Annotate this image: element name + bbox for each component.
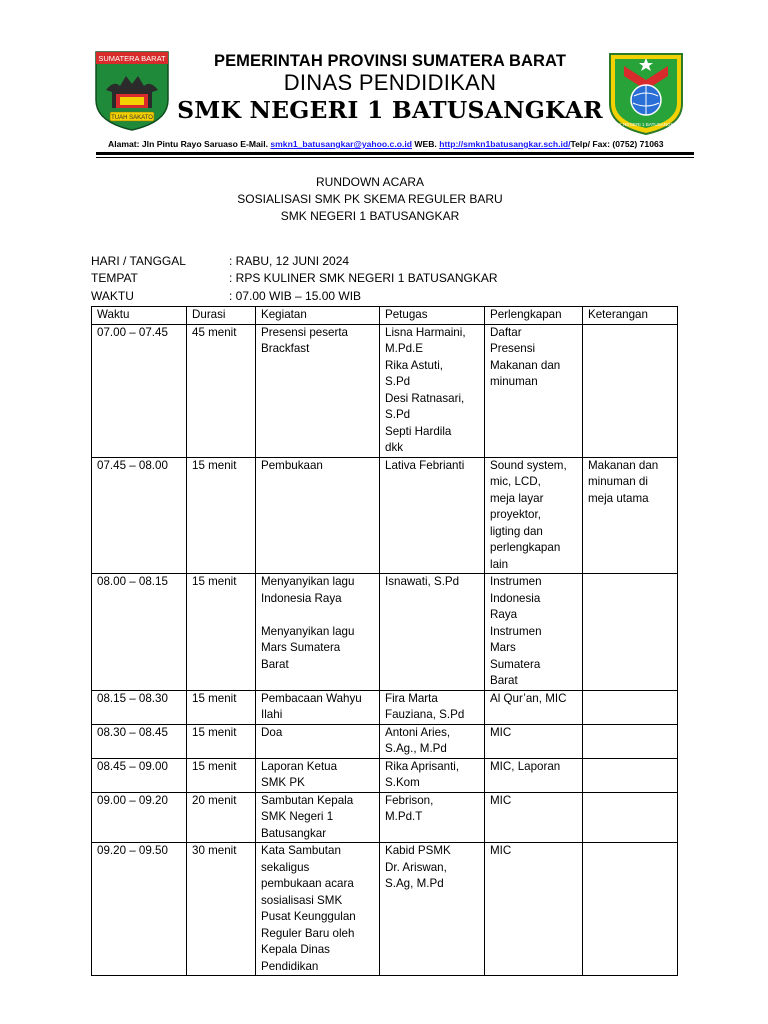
cell-perlengkapan: Daftar Presensi Makanan dan minuman	[485, 324, 583, 457]
cell-petugas: Rika Aprisanti, S.Kom	[380, 758, 485, 792]
table-row	[92, 792, 678, 843]
cell-waktu: 08.00 – 08.15	[92, 574, 187, 691]
table-row	[92, 324, 678, 457]
header-waktu: Waktu	[92, 307, 187, 325]
smk-school-emblem-icon	[606, 50, 686, 136]
cell-keterangan	[583, 724, 678, 758]
table-header-row	[92, 307, 678, 325]
rundown-table	[91, 306, 678, 976]
cell-kegiatan: Laporan Ketua SMK PK	[256, 758, 380, 792]
cell-waktu: 07.00 – 07.45	[92, 324, 187, 457]
cell-petugas: Antoni Aries, S.Ag., M.Pd	[380, 724, 485, 758]
table-row	[92, 574, 678, 691]
web-label: WEB.	[412, 139, 440, 149]
cell-durasi: 30 menit	[187, 843, 256, 976]
cell-durasi: 15 menit	[187, 457, 256, 574]
letterhead-address	[108, 139, 668, 149]
table-row	[92, 457, 678, 574]
day-date-value: : RABU, 12 JUNI 2024	[229, 254, 350, 268]
cell-petugas: Febrison, M.Pd.T	[380, 792, 485, 843]
sumatera-barat-crest-icon	[92, 50, 172, 132]
place-label: TEMPAT	[91, 271, 138, 285]
cell-kegiatan: Presensi peserta Brackfast	[256, 324, 380, 457]
cell-waktu: 09.00 – 09.20	[92, 792, 187, 843]
cell-waktu: 07.45 – 08.00	[92, 457, 187, 574]
day-date-label: HARI / TANGGAL	[91, 254, 186, 268]
emblem-ring-text: SMK NEGERI 1 BATUSANGKAR	[611, 122, 681, 127]
cell-petugas: Isnawati, S.Pd	[380, 574, 485, 691]
cell-waktu: 09.20 – 09.50	[92, 843, 187, 976]
cell-kegiatan: Doa	[256, 724, 380, 758]
time-value: : 07.00 WIB – 15.00 WIB	[229, 289, 362, 303]
cell-perlengkapan: MIC, Laporan	[485, 758, 583, 792]
header-perlengkapan: Perlengkapan	[485, 307, 583, 325]
crest-top-text: SUMATERA BARAT	[98, 54, 166, 63]
table-row	[92, 758, 678, 792]
cell-perlengkapan: Instrumen Indonesia Raya Instrumen Mars Sumatera Barat	[485, 574, 583, 691]
cell-perlengkapan: MIC	[485, 843, 583, 976]
table-row	[92, 724, 678, 758]
cell-perlengkapan: MIC	[485, 724, 583, 758]
table-row	[92, 690, 678, 724]
cell-keterangan	[583, 324, 678, 457]
cell-waktu: 08.45 – 09.00	[92, 758, 187, 792]
header-kegiatan: Kegiatan	[256, 307, 380, 325]
cell-perlengkapan: MIC	[485, 792, 583, 843]
cell-keterangan	[583, 690, 678, 724]
cell-petugas: Kabid PSMK Dr. Ariswan, S.Ag, M.Pd	[380, 843, 485, 976]
cell-kegiatan: Pembukaan	[256, 457, 380, 574]
letterhead-divider-thin	[96, 157, 694, 158]
table-row	[92, 843, 678, 976]
cell-durasi: 15 menit	[187, 574, 256, 691]
crest-bottom-text: TUAH SAKATO	[111, 115, 153, 121]
cell-keterangan	[583, 574, 678, 691]
cell-waktu: 08.15 – 08.30	[92, 690, 187, 724]
header-durasi: Durasi	[187, 307, 256, 325]
cell-keterangan	[583, 792, 678, 843]
letterhead-government: PEMERINTAH PROVINSI SUMATERA BARAT	[213, 52, 567, 70]
email-link[interactable]: smkn1_batusangkar@yahoo.c.o.id	[270, 139, 412, 149]
document-organizer: SMK NEGERI 1 BATUSANGKAR	[280, 209, 460, 223]
cell-perlengkapan: Al Qur’an, MIC	[485, 690, 583, 724]
address-text: Alamat: Jln Pintu Rayo Saruaso E-Mail.	[108, 139, 271, 149]
website-link[interactable]: http://smkn1batusangkar.sch.id/	[439, 139, 571, 149]
cell-kegiatan: Menyanyikan lagu Indonesia Raya Menyanyikan lagu Mars Sumatera Barat	[256, 574, 380, 691]
cell-durasi: 15 menit	[187, 724, 256, 758]
cell-durasi: 45 menit	[187, 324, 256, 457]
cell-petugas: Lativa Febrianti	[380, 457, 485, 574]
cell-waktu: 08.30 – 08.45	[92, 724, 187, 758]
cell-petugas: Fira Marta Fauziana, S.Pd	[380, 690, 485, 724]
document-title: RUNDOWN ACARA	[315, 175, 424, 189]
place-value: : RPS KULINER SMK NEGERI 1 BATUSANGKAR	[229, 271, 498, 285]
cell-kegiatan: Kata Sambutan sekaligus pembukaan acara sosialisasi SMK Pusat Keunggulan Reguler Baru oleh Kepala Dinas Pendidikan	[256, 843, 380, 976]
letterhead-school-name: SMK NEGERI 1 BATUSANGKAR	[177, 96, 603, 124]
document-subtitle: SOSIALISASI SMK PK SKEMA REGULER BARU	[237, 192, 503, 206]
cell-durasi: 20 menit	[187, 792, 256, 843]
header-keterangan: Keterangan	[583, 307, 678, 325]
cell-durasi: 15 menit	[187, 758, 256, 792]
cell-perlengkapan: Sound system, mic, LCD, meja layar proyektor, ligting dan perlengkapan lain	[485, 457, 583, 574]
letterhead-divider-thick	[96, 152, 694, 155]
cell-keterangan	[583, 758, 678, 792]
cell-petugas: Lisna Harmaini, M.Pd.E Rika Astuti, S.Pd Desi Ratnasari, S.Pd Septi Hardila dkk	[380, 324, 485, 457]
cell-durasi: 15 menit	[187, 690, 256, 724]
cell-keterangan: Makanan dan minuman di meja utama	[583, 457, 678, 574]
cell-kegiatan: Pembacaan Wahyu Ilahi	[256, 690, 380, 724]
cell-kegiatan: Sambutan Kepala SMK Negeri 1 Batusangkar	[256, 792, 380, 843]
letterhead-department: DINAS PENDIDIKAN	[283, 70, 497, 95]
header-petugas: Petugas	[380, 307, 485, 325]
cell-keterangan	[583, 843, 678, 976]
phone-fax: Telp/ Fax: (0752) 71063	[570, 139, 664, 149]
time-label: WAKTU	[91, 289, 134, 303]
